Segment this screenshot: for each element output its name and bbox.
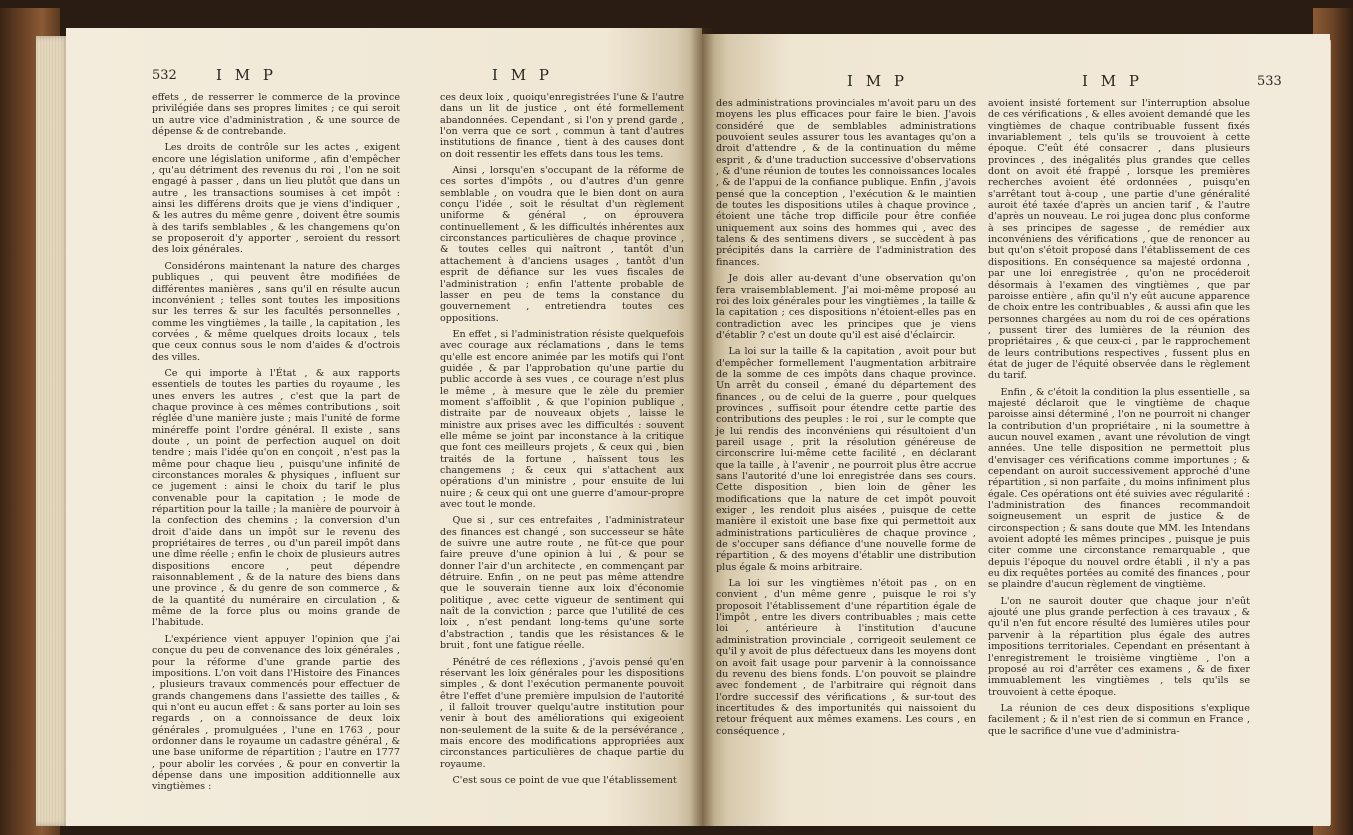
paragraph: La réunion de ces deux dispositions s'explique facilement ; & il n'est rien de si commun en France , que le sacrifice d'une vue d'administra- [988, 702, 1250, 737]
paragraph: avoient insisté fortement sur l'interruption absolue de ces vérifications , & elles avoient demandé que les vingtièmes de chaque contribuable fussent fixés invariablement , tels qu'ils se trouvoient à cette époque. C'eût été consacrer , dans plusieurs provinces , des inégalités plus grandes que celles dont on avoit été frappé , lorsque les premières recherches avoient été ordonnées , puisqu'en s'arrêtant tout à-coup , une partie d'une généralité auroit été taxée d'après un ancien tarif , & l'autre d'après un nouveau. Le roi jugea donc plus conforme à ses principes de sagesse , de remédier aux inconvéniens des vérifications , que de renoncer au but qu'on s'étoit proposé dans l'établissement de ces dispositions. En conséquence sa majesté ordonna , par une loi enregistrée , qu'on ne procéderoit désormais à l'examen des vingtièmes , que par paroisse entière , afin qu'il n'y eût aucune apparence de choix entre les contribuables , & aussi afin que les personnes chargées au nom du roi de ces opérations , pussent tirer des lumières de la réunion des propriétaires , & que ceux-ci , par le rapprochement de leurs contributions respectives , fussent plus en état de juger de l'équité observée dans le règlement du tarif. [988, 98, 1250, 382]
right-page [702, 34, 1330, 826]
running-head-right-center: I M P [847, 72, 908, 90]
running-head-left-outer: I M P [216, 66, 277, 84]
page-number-right: 533 [1257, 74, 1282, 89]
paragraph: En effet , si l'administration résiste quelquefois avec courage aux réclamations , dans le tems qu'elle est encore animée par les motifs qui l'ont guidée , & par l'approbation qu'une partie du public accorde à ses vues , ce courage n'est plus le même , à mesure que le zèle du premier moment s'affoiblit , & que l'opinion publique , distraite par de nouveaux objets , laisse le ministre aux prises avec les difficultés : souvent elle même se joint par inconstance à la critique que font ces meilleurs projets , & ceux qui , bien traités de la fortune , haïssent tous les changemens ; & ceux qui s'attachent aux opérations d'un ministre , pour ensuite de lui nuire ; & ceux qui ont une guerre d'amour-propre avec tout le monde. [440, 328, 684, 511]
page-edges-left [36, 36, 70, 826]
left-page-column-1 [152, 92, 400, 798]
paragraph: Enfin , & c'étoit la condition la plus essentielle , sa majesté déclaroit que le vingtième de chaque paroisse ainsi déterminé , l'on ne pourroit ni changer la contribution d'un propriétaire , ni la soumettre à aucun nouvel examen , avant une révolution de vingt années. Une telle disposition ne permettoit plus d'envisager ces vérifications comme importunes ; & cependant on auroit successivement approché d'une répartition , si non parfaite , du moins infiniment plus égale. Ces opérations ont été suivies avec régularité : l'administration des finances recommandoit soigneusement un esprit de justice & de circonspection ; & sans doute que MM. les Intendans avoient adopté les mêmes principes , puisque je puis citer comme une circonstance remarquable , que depuis l'époque du nouvel ordre établi , il n'y a pas eu dix requêtes portées au comité des finances , pour se plaindre d'aucun règlement de vingtième. [988, 386, 1250, 591]
paragraph: C'est sous ce point de vue que l'établissement [452, 774, 677, 786]
paragraph: La loi sur les vingtièmes n'étoit pas , on en convient , d'un même genre , puisque le roi s'y proposoit l'établissement d'une répartition égale de l'impôt , entre les divers contribuables ; mais cette loi , antérieure à l'institution d'aucune administration provinciale , corrigeoit seulement ce qu'il y avoit de plus défectueux dans les moyens dont on avoit fait usage pour parvenir à la connoissance du revenu des biens fonds. L'on pouvoit se plaindre avec fondement , de l'arbitraire qui régnoit dans l'ordre successif des vérifications , & sur-tout des incertitudes & des importunités qui naissoient du retour fréquent aux mêmes examens. Les cours , en conséquence , [716, 578, 976, 737]
paragraph: Ce qui importe à l'État , & aux rapports essentiels de toutes les parties du royaume , les unes envers les autres , c'est que la part de chaque province à ces mêmes contributions , soit réglée d'une manière juste ; mais l'unité de forme minéreffe point l'ordre général. Il existe , sans doute , un point de perfection auquel on doit tendre ; mais l'idée qu'on en conçoit , n'est pas la même pour chaque lieu , puisqu'une infinité de circonstances morales & physiques , influent sur ce jugement : ainsi le choix du tarif le plus convenable pour la capitation ; le mode de répartition pour la taille ; la manière de pourvoir à la confection des chemins ; la conversion d'un droit d'aide dans un impôt sur le revenu des propriétaires de terres , ou d'un pareil impôt dans une dîme réelle ; enfin le choix de plusieurs autres dispositions encore , peut dépendre raisonnablement , & de la nature des biens dans une province , & du genre de son commerce , & de la quantité du numéraire en circulation , & même de la force plus ou moins grande de l'habitude. [152, 367, 400, 629]
left-page [66, 28, 702, 826]
paragraph: L'on ne sauroit douter que chaque jour n'eût ajouté une plus grande perfection à ces travaux , & qu'il n'en fut encore résulté des lumières utiles pour parvenir à la répartition plus égale des autres impositions territoriales. Cependant en présentant à l'enregistrement le troisième vingtième , l'on a proposé au roi d'arrêter ces examens , & de fixer immuablement les vingtièmes , tels qu'ils se trouvoient à cette époque. [988, 595, 1250, 698]
paragraph: ces deux loix , quoiqu'enregistrées l'une & l'autre dans un lit de justice , ont été formellement abandonnées. Cependant , si l'on y prend garde , l'on verra que ce sort , commun à tant d'autres institutions de finance , tient à des causes dont on doit ressentir les effets dans tous les tems. [440, 92, 684, 160]
paragraph: Ainsi , lorsqu'en s'occupant de la réforme de ces sortes d'impôts , ou d'autres d'un genre semblable , on voudra que le bien dont on aura conçu l'idée , soit le résultat d'un règlement uniforme & général , on éprouvera continuellement , & les difficultés inhérentes aux circonstances particulières de chaque province , & toutes celles qui naîtront , tantôt d'un attachement à d'anciens usages , tantôt d'un esprit de défiance sur les vues fiscales de l'administration ; enfin l'attente probable de lasser en peu de tems la constance du gouvernement , entretiendra toutes ces oppositions. [440, 165, 684, 324]
paragraph: Que si , sur ces entrefaites , l'administrateur des finances est changé , son successeur se hâte de suivre une autre route , ne fût-ce que pour faire preuve d'une opinion à lui , & pour se donner l'air d'un architecte , en commençant par détruire. Enfin , on ne peut pas même attendre que le souverain tienne aux loix d'économie politique , avec cette vigueur de sentiment qui naît de la conviction ; parce que l'utilité de ces loix , n'est pendant long-tems qu'une sorte d'abstraction , tandis que les résistances & le bruit , font une fatigue réelle. [440, 515, 684, 652]
paragraph: L'expérience vient appuyer l'opinion que j'ai conçue du peu de convenance des loix générales , pour la réforme d'une grande partie des impositions. L'on voit dans l'Histoire des Finances , plusieurs travaux commencés pour effectuer de grands changemens dans l'assiette des tailles , & qui n'ont eu aucun effet : & sans porter au loin ses regards , on a connoissance de deux loix générales , promulguées , l'une en 1763 , pour ordonner dans le royaume un cadastre général , & une base uniforme de répartition ; l'autre en 1777 , pour abolir les corvées , & pour en convertir la dépense dans une imposition additionnelle aux vingtièmes : [152, 633, 400, 793]
left-page-column-2 [440, 92, 684, 791]
right-page-column-1 [716, 98, 976, 742]
right-page-column-2 [988, 98, 1250, 742]
running-head-right-outer: I M P [1082, 72, 1143, 90]
paragraph: Les droits de contrôle sur les actes , exigent encore une législation uniforme , afin d'empêcher , qu'au détriment des revenus du roi , l'on ne soit engagé à passer , dans un lieu plutôt que dans un autre , les transactions soumises à cet impôt : ainsi les différens droits que je viens d'indiquer , & les autres du même genre , doivent être soumis à des tarifs semblables , & les changemens qu'on se proposeroit d'y apporter , seroient du ressort des loix générales. [152, 142, 400, 256]
paragraph: Considérons maintenant la nature des charges publiques , qui peuvent être modifiées de différentes manières , sans qu'il en résulte aucun inconvénient ; telles sont toutes les impositions sur les terres & sur les facultés personnelles , comme les vingtièmes , la taille , la capitation , les corvées , & même quelques droits locaux , tels que ceux connus sous le nom d'aides & d'octrois des villes. [152, 260, 400, 363]
page-number-left: 532 [152, 68, 177, 83]
paragraph: des administrations provinciales m'avoit paru un des moyens les plus efficaces pour faire le bien. J'avois considéré que de semblables administrations pouvoient seules assurer tous les avantages qu'on a droit d'attendre , & de la continuation du même esprit , & d'une traduction successive d'observations , & d'une réunion de toutes les connoissances locales , & de l'appui de la confiance publique. Enfin , j'avois pensé que la conception , l'exécution & le maintien de toutes les dispositions utiles à chaque province , étoient une tâche trop difficile pour être confiée uniquement aux soins des hommes qui , avec des talens & des sentimens divers , se succèdent à pas précipités dans la carrière de l'administration des finances. [716, 98, 976, 268]
paragraph: Pénétré de ces réflexions , j'avois pensé qu'en réservant les loix générales pour les dispositions simples , & dont l'exécution permanente pouvoit être l'effet d'une première impulsion de l'autorité , il falloit trouver quelqu'autre institution pour venir à bout des améliorations qui exigeoient non-seulement de la suite & de la persévérance , mais encore des modifications appropriées aux circonstances particulières de chaque partie du royaume. [440, 656, 684, 770]
book-gutter [690, 28, 714, 826]
paragraph: La loi sur la taille & la capitation , avoit pour but d'empêcher formellement l'augmentation arbitraire de la somme de ces impôts dans chaque province. Un arrêt du conseil , émané du département des finances , ou de celui de la guerre , pour quelques provinces , suffisoit pour étendre cette partie des contributions des peuples : le roi , sur le compte que je lui rendis des inconvéniens qui résultoient d'un pareil usage , prit la résolution généreuse de circonscrire lui-même cette facilité , en déclarant que la taille , à l'avenir , ne pourroit plus être accrue sans l'autorité d'une loi enregistrée dans ses cours. Cette disposition , bien loin de gêner les modifications que la nature de cet impôt pouvoit exiger , les rendoit plus aisées , puisque de cette manière il existoit une base fixe qui permettoit aux administrations particulières de chaque province , de s'occuper sans défiance d'une nouvelle forme de répartition , & des moyens d'établir une distribution plus égale & moins arbitraire. [716, 346, 976, 573]
paragraph: effets , de resserrer le commerce de la province privilégiée dans ses propres limites ; ce qui seroit un autre vice d'administration , & une source de dépense & de contrebande. [152, 92, 400, 138]
paragraph: Je dois aller au-devant d'une observation qu'on fera vraisemblablement. J'ai moi-même proposé au roi des loix générales pour les vingtièmes , la taille & la capitation ; ces dispositions n'étoient-elles pas en contradiction avec les principes que je viens d'établir ? c'est un doute qu'il est aisé d'éclaircir. [716, 273, 976, 341]
running-head-left-center: I M P [492, 66, 553, 84]
